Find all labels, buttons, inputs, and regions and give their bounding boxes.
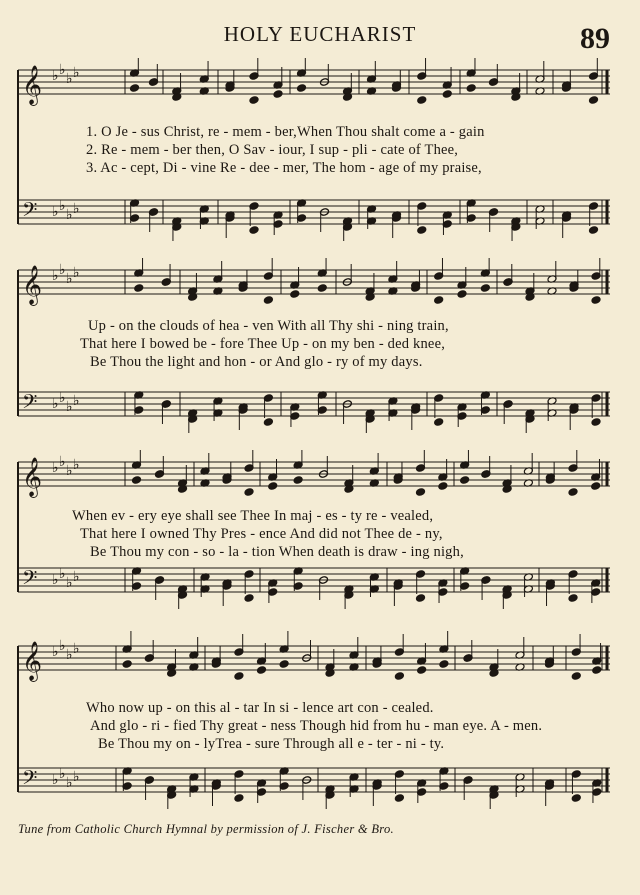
lyric-verse-1: When ev - ery eye shall see Thee In maj - es - ty re - vealed, bbox=[72, 508, 434, 524]
svg-text:♭: ♭ bbox=[59, 454, 66, 470]
lyric-verse-3: Be Thou the light and hon - or And glo - ry of my days. bbox=[90, 354, 423, 370]
svg-text:♭: ♭ bbox=[59, 198, 66, 214]
svg-text:♭: ♭ bbox=[59, 62, 66, 78]
svg-text:♭: ♭ bbox=[66, 647, 73, 663]
lyric-verse-3: 3. Ac - cept, Di - vine Re - dee - mer, The hom - age of my praise, bbox=[86, 160, 482, 176]
svg-text:♭: ♭ bbox=[66, 575, 73, 591]
svg-text:♭: ♭ bbox=[52, 68, 59, 84]
svg-text:♭: ♭ bbox=[73, 393, 80, 409]
lyric-verse-1: Who now up - on this al - tar In si - lence art con - cealed. bbox=[86, 700, 434, 716]
lyric-verse-2: And glo - ri - fied Thy great - ness Though hid from hu - man eye. A - men. bbox=[90, 718, 543, 734]
lyric-verse-1: Up - on the clouds of hea - ven With all Thy shi - ning train, bbox=[88, 318, 449, 334]
svg-text:♭: ♭ bbox=[73, 569, 80, 585]
music-system-2 bbox=[0, 258, 640, 448]
page-title: HOLY EUCHARIST bbox=[223, 22, 417, 46]
page-number: 89 bbox=[580, 22, 610, 55]
svg-text:♭: ♭ bbox=[66, 271, 73, 287]
svg-text:♭: ♭ bbox=[66, 399, 73, 415]
svg-text:♭: ♭ bbox=[52, 772, 59, 788]
svg-text:𝄢: 𝄢 bbox=[22, 198, 38, 226]
svg-text:♭: ♭ bbox=[52, 204, 59, 220]
svg-text:𝄢: 𝄢 bbox=[22, 566, 38, 594]
svg-text:♭: ♭ bbox=[73, 641, 80, 657]
svg-text:♭: ♭ bbox=[59, 390, 66, 406]
svg-text:♭: ♭ bbox=[52, 268, 59, 284]
svg-text:♭: ♭ bbox=[52, 644, 59, 660]
svg-text:♭: ♭ bbox=[73, 65, 80, 81]
svg-text:♭: ♭ bbox=[66, 207, 73, 223]
svg-text:♭: ♭ bbox=[73, 201, 80, 217]
svg-text:♭: ♭ bbox=[52, 460, 59, 476]
svg-text:𝄞: 𝄞 bbox=[22, 641, 43, 681]
lyric-verse-2: That here I owned Thy Pres - ence And did not Thee de - ny, bbox=[80, 526, 443, 542]
lyric-verse-2: That here I bowed be - fore Thee Up - on my ben - ded knee, bbox=[80, 336, 446, 352]
svg-text:♭: ♭ bbox=[59, 766, 66, 782]
svg-text:𝄞: 𝄞 bbox=[22, 65, 43, 105]
svg-text:♭: ♭ bbox=[66, 71, 73, 87]
svg-text:♭: ♭ bbox=[52, 572, 59, 588]
svg-text:♭: ♭ bbox=[52, 396, 59, 412]
svg-text:♭: ♭ bbox=[73, 769, 80, 785]
svg-text:♭: ♭ bbox=[66, 463, 73, 479]
lyric-verse-1: 1. O Je - sus Christ, re - mem - ber,When Thou shalt come a - gain bbox=[86, 124, 485, 140]
svg-text:𝄢: 𝄢 bbox=[22, 766, 38, 794]
svg-text:♭: ♭ bbox=[73, 457, 80, 473]
svg-text:𝄢: 𝄢 bbox=[22, 390, 38, 418]
lyric-verse-2: 2. Re - mem - ber then, O Sav - iour, I sup - pli - cate of Thee, bbox=[86, 142, 459, 158]
svg-text:𝄞: 𝄞 bbox=[22, 265, 43, 305]
svg-text:𝄞: 𝄞 bbox=[22, 457, 43, 497]
svg-text:♭: ♭ bbox=[59, 638, 66, 654]
svg-text:♭: ♭ bbox=[59, 566, 66, 582]
tune-credit: Tune from Catholic Church Hymnal by permission of J. Fischer & Bro. bbox=[18, 822, 394, 836]
svg-text:♭: ♭ bbox=[66, 775, 73, 791]
lyric-verse-3: Be Thou my on - lyTrea - sure Through all e - ter - ni - ty. bbox=[98, 736, 445, 752]
lyric-verse-3: Be Thou my con - so - la - tion When death is draw - ing nigh, bbox=[90, 544, 464, 560]
svg-text:♭: ♭ bbox=[73, 265, 80, 281]
svg-text:♭: ♭ bbox=[59, 262, 66, 278]
